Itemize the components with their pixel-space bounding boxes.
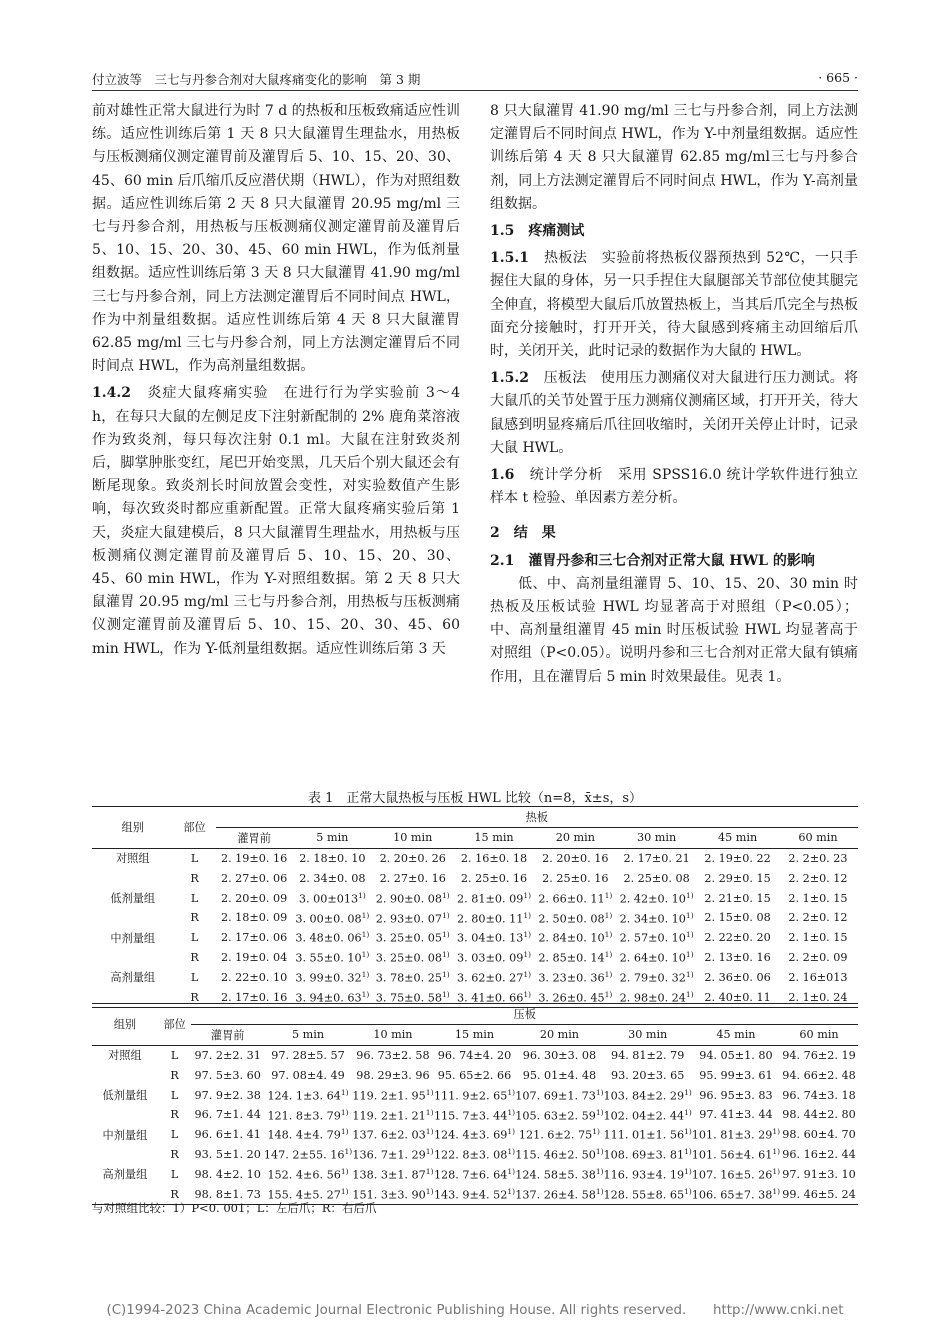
column-header-time: 5 min [264,1024,352,1045]
table-row [92,1045,858,1065]
value-cell: 106. 65±7. 38$^{1)}$ [692,1184,780,1204]
value-cell: 105. 63±2. 59$^{1)}$ [515,1107,604,1123]
group-cell: 低剂量组 [110,892,156,906]
section-title: 灌胃丹参和三七合剂对正常大鼠 HWL 的影响 [528,552,815,569]
paragraph-text: 前对雄性正常大鼠进行为时 7 d 的热板和压板致痛适应性训练。适应性训练后第 1 天 8 只大鼠灌胃生理盐水，用热板与压板测痛仪测定灌胃前及灌胃后 5、10、15、20、30、45、60 min 后爪缩爪反应潜伏期（HWL），作为对照组数据。适应性训练后第 2 天 8 只大鼠灌胃 20.95 mg/ml 三七与丹参合剂，用热板与压板测痛仪测定灌胃前及灌胃后 5、10、15、20、30、45、60 min HWL，作为低剂量组数据。适应性训练后第 3 天 8 只大鼠灌胃 41.90 mg/ml 三七与丹参合剂，同上方法测定灌胃后不同时间点 HWL，作为中剂量组数据。适应性训练后第 4 天 8 只大鼠灌胃 62.85 mg/ml 三七与丹参合剂，同上方法测定灌胃后不同时间点 HWL，作为高剂量组数据。 [92,103,460,375]
value-cell: 2. 2±0. 09 [788,950,848,964]
value-cell: 2. 50±0. 08$^{1)}$ [538,910,613,926]
table-row [92,948,858,968]
section-number: 2 [490,525,514,542]
value-cell: 96. 95±3. 83 [699,1088,773,1102]
column-header-part: 部位 [174,807,216,849]
section-number: 1.5.2 [490,370,544,387]
value-cell: 2. 16±0. 18 [460,851,528,865]
value-cell: 3. $00\pm 013^{1)}$ [298,890,366,906]
value-cell: 3. 48±0. 06$^{1)}$ [295,930,370,946]
group-cell: 对照组 [115,852,150,866]
value-cell: 151. 3±3. 90$^{1)}$ [352,1184,434,1204]
value-cell: 3. 00±0. 08$^{1)}$ [295,910,370,926]
table-footnote: 与对照组比较：1）P<0. 001；L：左后爪；R：右后爪 [92,1201,377,1215]
running-header [92,68,858,91]
table-row [92,908,858,928]
value-cell: 3. 55±0. 10$^{1)}$ [295,950,370,965]
column-header-time: 30 min [604,1024,692,1045]
value-cell: 115. 46±2. 50$^{1)}$ [515,1147,604,1162]
value-cell: 2. 18±0. 09 [220,911,288,925]
section-title: 结 果 [513,525,556,542]
value-cell: 121. 8±3. 79$^{1)}$ [267,1107,349,1123]
value-cell: 119. 2±1. 21$^{1)}$ [352,1107,434,1123]
section-title: 疼痛测试 [528,223,585,240]
table-row [92,928,858,948]
value-cell: 97. 41±3. 44 [699,1108,773,1122]
section-title: 炎症大鼠疼痛实验 [147,385,284,402]
value-cell: 3. 78±0. 25$^{1)}$ [375,969,450,985]
value-cell: 95. 99±3. 61 [699,1068,773,1082]
value-cell: 94. 81±2. 79 [610,1048,685,1062]
value-cell: 2. 57±0. 10$^{1)}$ [619,930,694,946]
value-cell: 2. 85±0. 14$^{1)}$ [538,950,613,965]
value-cell: 2. 20±0. 09 [220,891,288,905]
part-cell: L [190,970,199,984]
value-cell: 94. 66±2. 48 [782,1068,856,1082]
section-number: 1.5 [490,223,529,240]
paragraph-text: 采用 SPSS16.0 统计学软件进行独立样本 t 检验、单因素方差分析。 [490,467,858,507]
column-header-time: 灌胃前 [216,827,293,848]
paragraph [490,464,858,510]
value-cell: 116. 93±4. 19$^{1)}$ [603,1166,692,1182]
section-number: 2.1 [490,552,529,569]
value-cell: 2. 22±0. 10 [220,970,288,984]
value-cell: 2. 90±0. 08$^{1)}$ [375,890,450,906]
section-number: 1.4.2 [92,385,148,402]
column-header-time: 30 min [616,827,697,848]
group-cell [92,1065,158,1085]
value-cell: 124. 58±5. 38$^{1)}$ [515,1166,604,1182]
value-cell: 101. 56±4. 61$^{1)}$ [691,1147,781,1162]
value-cell: 143. 9±4. 52$^{1)}$ [434,1184,516,1204]
value-cell: 3. 26±0. 45$^{1)}$ [535,987,616,1007]
value-cell: 148. 4±4. 79$^{1)}$ [267,1127,349,1143]
value-cell: 98. 60±4. 70 [782,1128,856,1142]
group-cell: 高剂量组 [110,971,156,985]
value-cell: 137. 26±4. 58$^{1)}$ [515,1184,603,1204]
paragraph-text: 低、中、高剂量组灌胃 5、10、15、20、30 min 时热板及压板试验 HWL 均显著高于对照组（P<0.05）；中、高剂量组灌胃 45 min 时压板试验 HWL 均显著高于对照组（P<0.05）。说明丹参和三七合剂对正常大鼠有镇痛作用，且在灌胃后 5 min 时效果最佳。见表 1。 [490,575,858,685]
group-cell [92,1145,158,1165]
value-cell: 3. 04±0. 13$^{1)}$ [457,930,532,946]
value-cell: 2. 13±0. 16 [704,950,771,964]
value-cell: 155. 4±5. 27$^{1)}$ [264,1184,352,1204]
table-caption: 表 1 正常大鼠热板与压板 HWL 比较（n=8，x̄±s，s） [307,791,643,806]
group-cell [92,1105,158,1125]
column-header-time: 60 min [780,1024,858,1045]
value-cell: 115. 7±3. 44$^{1)}$ [433,1107,516,1123]
value-cell: 98. 29±3. 96 [356,1068,430,1082]
value-cell: 2. 27±0. 16 [379,871,446,885]
value-cell: 93. 20±3. 65 [610,1068,685,1082]
table-row [92,868,858,888]
paragraph [92,100,460,378]
part-cell: R [170,1068,179,1082]
column-header-time: 20 min [515,1024,603,1045]
part-cell: R [190,871,199,885]
column-header-time: 45 min [692,1024,780,1045]
value-cell: 2. 20±0. 26 [379,851,446,865]
value-cell: 95. 01±4. 48 [522,1068,597,1082]
column-header-time: 10 min [372,827,453,848]
section-number: 1.6 [490,467,530,484]
value-cell: 99. 46±5. 24 [780,1184,858,1204]
value-cell: 93. 5±1. 20 [194,1147,261,1161]
value-cell: 128. 7±6. 64$^{1)}$ [433,1166,516,1182]
value-cell: 96. 74±3. 18 [782,1088,856,1102]
value-cell: 3. 25±0. 08$^{1)}$ [375,950,450,965]
group-cell [92,868,174,888]
paragraph [490,247,858,363]
part-cell: R [190,911,199,925]
value-cell: 119. 2±1. 95$^{1)}$ [352,1087,434,1103]
section-label: 热板 [216,807,858,828]
value-cell: 2. 25±0. 08 [623,871,690,885]
paragraph [490,100,858,216]
value-cell: 124. 1±3. 64$^{1)}$ [267,1087,349,1103]
section-label: 压板 [191,1004,858,1025]
part-cell: R [170,1147,179,1161]
value-cell: 2. 29±0. 15 [704,871,771,885]
part-cell: L [190,891,199,905]
group-cell [92,908,174,928]
column-header-time: 20 min [535,827,616,848]
value-cell: 128. 55±8. 65$^{1)}$ [604,1184,692,1204]
value-cell: 3. 94±0. 63$^{1)}$ [293,987,372,1007]
table-row [92,1164,858,1184]
paragraph [490,550,858,573]
value-cell: 98. 8±1. 73 [191,1184,263,1204]
page-number: · 665 · [818,70,858,85]
value-cell: 2. 19±0. 04 [220,950,288,964]
value-cell: 98. 4±2. 10 [194,1167,261,1181]
value-cell: 2. 1±0. 15 [788,931,848,945]
value-cell: 2. 2±0. 12 [788,911,848,925]
value-cell: 2. 19±0. 22 [704,851,771,865]
value-cell: 2. 93±0. 07$^{1)}$ [375,910,450,926]
value-cell: 97. 9±2. 38 [194,1088,261,1102]
value-cell: 3. 41±0. 66$^{1)}$ [453,987,534,1007]
value-cell: 122. 8±3. 08$^{1)}$ [433,1147,516,1162]
value-cell: 2. 17±0. 21 [623,851,690,865]
value-cell: 102. 04±2. 44$^{1)}$ [603,1107,692,1123]
value-cell: 98. 44±2. 80 [782,1108,856,1122]
value-cell: 2. 1±0. 24 [778,987,858,1007]
value-cell: 124. 4±3. 69$^{1)}$ [433,1127,516,1143]
table-row [92,967,858,987]
value-cell: 2. 17±0. 16 [216,987,293,1007]
value-cell: 2. 40±0. 11 [697,987,778,1007]
value-cell: 3. 62±0. 27$^{1)}$ [457,969,532,985]
value-cell: 3. 99±0. 32$^{1)}$ [295,969,370,985]
value-cell: 2. 42±0. 10$^{1)}$ [619,890,694,906]
value-cell: 94. 05±1. 80 [699,1048,773,1062]
part-cell: R [174,987,216,1007]
part-cell: R [190,950,199,964]
value-cell: 97. 28±5. 57 [271,1048,345,1062]
value-cell: 2. 18±0. 10 [299,851,366,865]
group-cell: 对照组 [108,1049,142,1063]
value-cell: 2. 25±0. 16 [542,871,609,885]
value-cell: 108. 69±3. 81$^{1)}$ [603,1147,692,1162]
group-cell: 中剂量组 [102,1128,148,1142]
value-cell: 94. 76±2. 19 [782,1048,856,1062]
paragraph [490,522,858,545]
paragraph [490,220,858,243]
part-cell: L [170,1128,179,1142]
table-row [92,888,858,908]
value-cell: 2. 20±0. 16 [542,851,609,865]
column-header-time: 60 min [778,827,858,848]
table-row [92,1125,858,1145]
value-cell: 2. 25±0. 16 [460,871,528,885]
value-cell: 137. 6±2. 03$^{1)}$ [352,1127,434,1143]
part-cell: L [170,1048,179,1062]
value-cell: 2. 1±0. 15 [788,891,848,905]
value-cell: 2. 21±0. 15 [704,891,771,905]
value-cell: 2. 98±0. 24$^{1)}$ [616,987,697,1007]
part-cell: L [190,851,199,865]
value-cell: 97. 08±4. 49 [271,1068,345,1082]
part-cell: R [170,1108,179,1122]
group-cell: 中剂量组 [110,931,156,945]
section-title: 热板法 [543,250,602,267]
value-cell: 97. 2±2. 31 [194,1048,261,1062]
left-column [92,100,460,661]
right-column [490,100,858,689]
value-cell: 95. 65±2. 66 [437,1068,512,1082]
value-cell: 2. 79±0. 32$^{1)}$ [619,969,694,985]
table-row [92,1065,858,1085]
value-cell: 3. 25±0. 05$^{1)}$ [375,930,450,946]
column-header-time: 15 min [434,1024,516,1045]
value-cell: 2. 64±0. 10$^{1)}$ [619,950,694,965]
value-cell: 2. 34±0. 08 [299,871,366,885]
value-cell: 97. 5±3. 60 [194,1068,261,1082]
value-cell: 2. 27±0. 06 [220,871,288,885]
value-cell: 3. 23±0. 36$^{1)}$ [538,969,613,985]
value-cell: 97. 91±3. 10 [782,1167,856,1181]
column-header-time: 15 min [453,827,534,848]
column-header-part: 部位 [158,1004,192,1046]
value-cell: 101. 81±3. 29$^{1)}$ [691,1127,781,1143]
value-cell: 136. 7±1. 29$^{1)}$ [352,1147,434,1162]
section-number: 1.5.1 [490,250,544,267]
value-cell: 2. 15±0. 08 [704,911,771,925]
hot-plate-table [92,806,858,1008]
value-cell: 96. 30±3. 08 [522,1048,597,1062]
pressure-plate-table [92,1003,858,1205]
value-cell: 2. 81±0. 09$^{1)}$ [457,890,532,906]
value-cell: 3. 75±0. 58$^{1)}$ [372,987,453,1007]
part-cell: R [158,1184,192,1204]
group-cell: 低剂量组 [102,1089,148,1103]
part-cell: L [170,1088,179,1102]
paragraph [490,367,858,460]
paragraph [92,382,460,660]
part-cell: L [170,1167,179,1181]
value-cell: 2. 17±0. 06 [220,931,288,945]
value-cell: 96. 7±1. 44 [194,1108,261,1122]
group-cell [92,948,174,968]
paragraph-text: 使用压力测痛仪对大鼠进行压力测试。将大鼠爪的关节处置于压力测痛仪测痛区域，打开开关，待大鼠感到明显疼痛后爪往回收缩时，关闭开关停止计时，记录大鼠 HWL。 [490,370,859,456]
value-cell: 3. 03±0. 09$^{1)}$ [457,950,532,965]
value-cell: 2. 16±013 [788,970,848,984]
paragraph-text: 8 只大鼠灌胃 41.90 mg/ml 三七与丹参合剂，同上方法测定灌胃后不同时间点 HWL，作为 Y-中剂量组数据。适应性训练后第 4 天 8 只大鼠灌胃 62.85 mg/ml三七与丹参合剂，同上方法测定灌胃后不同时间点 HWL，作为 Y-高剂量组数据。 [490,103,858,212]
value-cell: 111. 01±1. 56$^{1)}$ [603,1127,692,1143]
header-title: 付立波等 三七与丹参合剂对大鼠疼痛变化的影响 第 3 期 [92,72,421,87]
column-header-time: 灌胃前 [191,1024,263,1045]
value-cell: 2. 34±0. 10$^{1)}$ [619,910,694,926]
section-title: 压板法 [543,370,601,387]
value-cell: 96. 74±4. 20 [437,1048,512,1062]
value-cell: 2. 19±0. 16 [220,851,288,865]
value-cell: 96. 73±2. 58 [356,1048,430,1062]
value-cell: 2. 22±0. 20 [704,931,771,945]
value-cell: 107. 16±5. 26$^{1)}$ [691,1166,781,1182]
group-cell: 高剂量组 [102,1168,148,1182]
column-header-group: 组别 [92,807,174,849]
value-cell: 2. 36±0. 06 [704,970,771,984]
copyright-line: (C)1994-2023 China Academic Journal Electronic Publishing House. All rights reserved. http://www.cnki.net [106,1303,844,1318]
value-cell: 121. 6±2. 75$^{1)}$ [518,1127,600,1143]
value-cell: 2. 2±0. 12 [788,871,848,885]
paragraph [490,573,858,689]
paragraph-text: 在进行行为学实验前 3～4 h，在每只大鼠的左侧足皮下注射新配制的 2% 鹿角菜溶液作为致炎剂，每只每次注射 0.1 ml。大鼠在注射致炎剂后，脚掌肿胀变红，尾巴开始变黑，几天后个别大鼠还会有断尾现象。致炎剂长时间放置会变性，对实验数值产生影响，每次致炎时都应重新配置。正常大鼠疼痛实验后第 1 天，炎症大鼠建模后，8 只大鼠灌胃生理盐水，用热板与压板测痛仪测定灌胃前及灌胃后 5、10、15、20、30、45、60 min HWL，作为 Y-对照组数据。第 2 天 8 只大鼠灌胃 20.95 mg/ml 三七与丹参合剂，用热板与压板测痛仪测定灌胃前及灌胃后 5、10、15、20、30、45、60 min HWL，作为 Y-低剂量组数据。适应性训练后第 3 天 [92,385,461,657]
value-cell: 2. 66±0. 11$^{1)}$ [538,890,613,906]
paragraph-text: 实验前将热板仪器预热到 52℃，一只手握住大鼠的身体，另一只手捏住大鼠腿部关节部位使其腿完全伸直，将模型大鼠后爪放置热板上，当其后爪完全与热板面充分接触时，打开开关，待大鼠感到疼痛主动回缩后爪时，关闭开关，此时记录的数据作为大鼠的 HWL。 [490,250,858,360]
value-cell: 2. 84±0. 10$^{1)}$ [538,930,613,946]
value-cell: 152. 4±6. 56$^{1)}$ [267,1166,349,1182]
column-header-group: 组别 [92,1004,158,1046]
section-title: 统计学分析 [529,467,618,484]
value-cell: 96. 6±1. 41 [194,1128,261,1142]
column-header-time: 45 min [697,827,778,848]
value-cell: 147. 2±55. 16$^{1)}$ [263,1147,353,1162]
table-row [92,848,858,868]
value-cell: 107. 69±1. 73$^{1)}$ [515,1087,604,1103]
column-header-time: 5 min [293,827,372,848]
value-cell: 2. 2±0. 23 [788,851,848,865]
table-row [92,1145,858,1165]
table-row [92,1105,858,1125]
part-cell: L [190,931,199,945]
value-cell: 138. 3±1. 87$^{1)}$ [352,1166,434,1182]
value-cell: 103. 84±2. 29$^{1)}$ [603,1087,692,1103]
column-header-time: 10 min [352,1024,434,1045]
value-cell: 2. 80±0. 11$^{1)}$ [457,910,532,926]
value-cell: 96. 16±2. 44 [782,1147,856,1161]
table-row [92,1085,858,1105]
value-cell: 111. 9±2. 65$^{1)}$ [433,1087,516,1103]
